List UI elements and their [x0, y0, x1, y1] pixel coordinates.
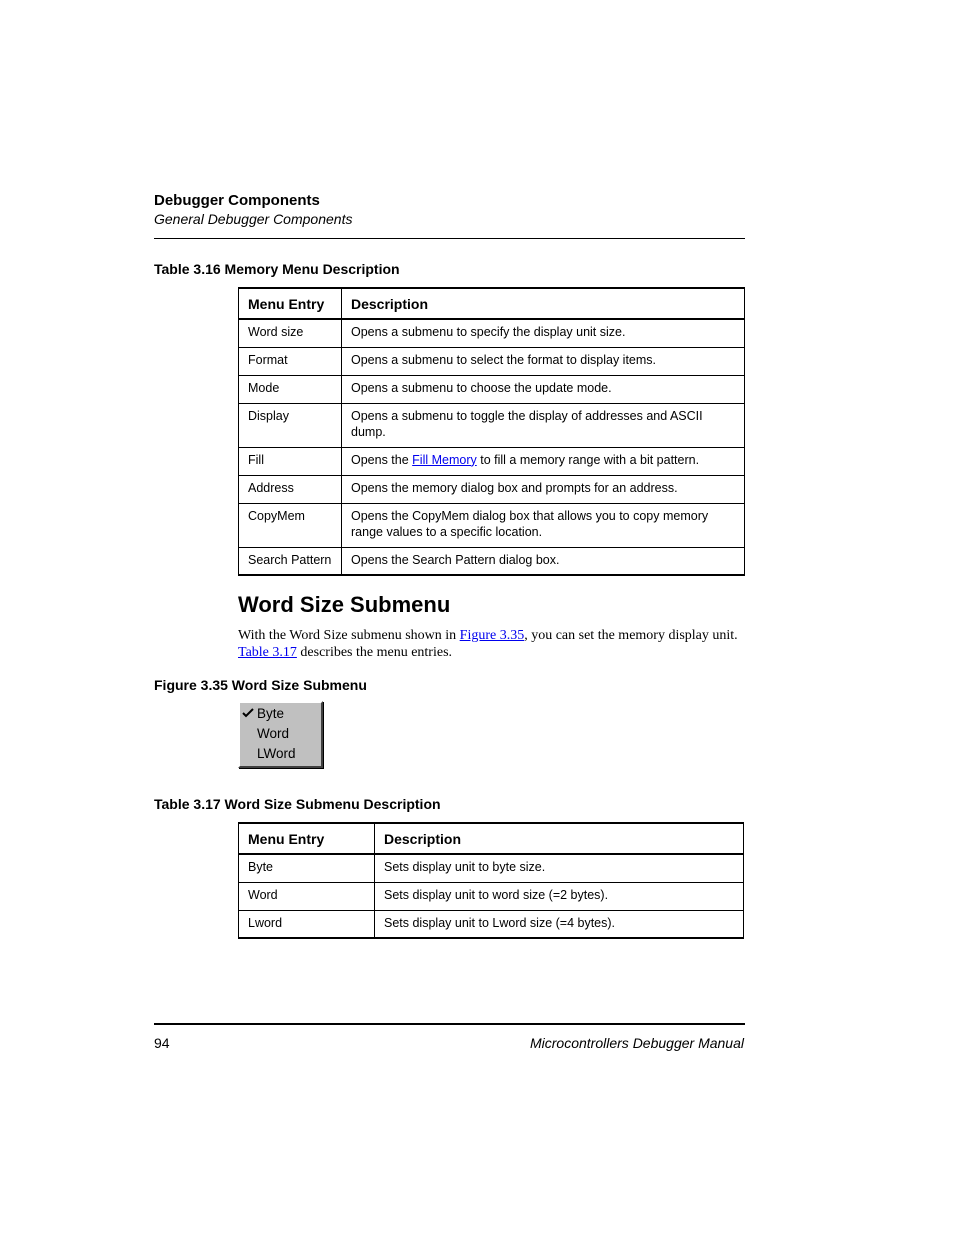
para-text: , you can set the memory display unit.	[524, 628, 738, 643]
column-header-description: Description	[375, 823, 744, 854]
body-paragraph	[238, 627, 748, 661]
column-header-description: Description	[342, 288, 745, 319]
table-3-17-link[interactable]: Table 3.17	[238, 645, 297, 660]
manual-title: Microcontrollers Debugger Manual	[530, 1035, 744, 1051]
menu-item-word[interactable]: Word	[257, 726, 290, 741]
table-row	[239, 882, 744, 910]
figure-3-35-link[interactable]: Figure 3.35	[459, 628, 525, 643]
table-row	[239, 475, 745, 503]
cell-description: Opens a submenu to select the format to display items.	[342, 347, 745, 375]
checkmark-icon	[242, 707, 254, 719]
cell-menu-entry: Format	[239, 347, 342, 375]
description-text: Opens the	[351, 452, 413, 467]
cell-menu-entry: Display	[239, 403, 342, 447]
section-heading: Word Size Submenu	[238, 592, 451, 617]
table-row	[239, 503, 745, 547]
page-number: 94	[154, 1035, 170, 1051]
cell-description: Sets display unit to byte size.	[375, 854, 744, 882]
table-row	[239, 910, 744, 938]
cell-description: Opens the memory dialog box and prompts for an address.	[342, 475, 745, 503]
table-3-16-caption: Table 3.16 Memory Menu Description	[154, 261, 400, 277]
cell-menu-entry: Word	[239, 882, 375, 910]
cell-menu-entry: CopyMem	[239, 503, 342, 547]
cell-menu-entry: Fill	[239, 447, 342, 475]
menu-item-byte[interactable]: Byte	[257, 706, 285, 721]
column-header-menu-entry: Menu Entry	[239, 823, 375, 854]
table-row	[239, 375, 745, 403]
word-size-table	[238, 822, 744, 939]
chapter-title: Debugger Components	[154, 192, 320, 209]
para-text: With the Word Size submenu shown in	[238, 628, 460, 643]
table-row	[239, 319, 745, 347]
cell-description: Sets display unit to Lword size (=4 bytes).	[375, 910, 744, 938]
memory-menu-table	[238, 287, 745, 576]
cell-description: Opens a submenu to choose the update mode.	[342, 375, 745, 403]
cell-menu-entry: Mode	[239, 375, 342, 403]
cell-menu-entry: Address	[239, 475, 342, 503]
column-header-menu-entry: Menu Entry	[239, 288, 342, 319]
table-row	[239, 403, 745, 447]
cell-menu-entry: Search Pattern	[239, 547, 342, 575]
table-row	[239, 347, 745, 375]
cell-description: Opens the CopyMem dialog box that allows you to copy memory range values to a specific location.	[342, 503, 745, 547]
figure-3-35-caption: Figure 3.35 Word Size Submenu	[154, 677, 367, 693]
cell-description: Opens the Search Pattern dialog box.	[342, 547, 745, 575]
header-rule	[154, 238, 745, 239]
description-text: to fill a memory range with a bit pattern.	[476, 452, 700, 467]
table-row	[239, 547, 745, 575]
cell-description: Sets display unit to word size (=2 bytes).	[375, 882, 744, 910]
table-row	[239, 854, 744, 882]
para-text: describes the menu entries.	[296, 645, 453, 660]
chapter-subtitle: General Debugger Components	[154, 211, 353, 227]
word-size-submenu	[238, 701, 323, 768]
table-header-row	[239, 823, 744, 854]
fill-memory-link[interactable]: Fill Memory	[412, 452, 477, 467]
cell-menu-entry: Word size	[248, 325, 304, 339]
cell-menu-entry: Byte	[248, 860, 274, 874]
cell-menu-entry: Lword	[239, 910, 375, 938]
running-head	[154, 191, 745, 229]
menu-item-lword[interactable]: LWord	[257, 746, 296, 761]
table-row	[239, 447, 745, 475]
cell-description: Opens a submenu to toggle the display of addresses and ASCII dump.	[342, 403, 745, 447]
table-3-17-caption: Table 3.17 Word Size Submenu Description	[154, 796, 441, 812]
footer-rule	[154, 1023, 745, 1025]
cell-description: Opens a submenu to specify the display unit size.	[342, 319, 745, 347]
cell-description	[342, 447, 745, 475]
table-header-row	[239, 288, 745, 319]
